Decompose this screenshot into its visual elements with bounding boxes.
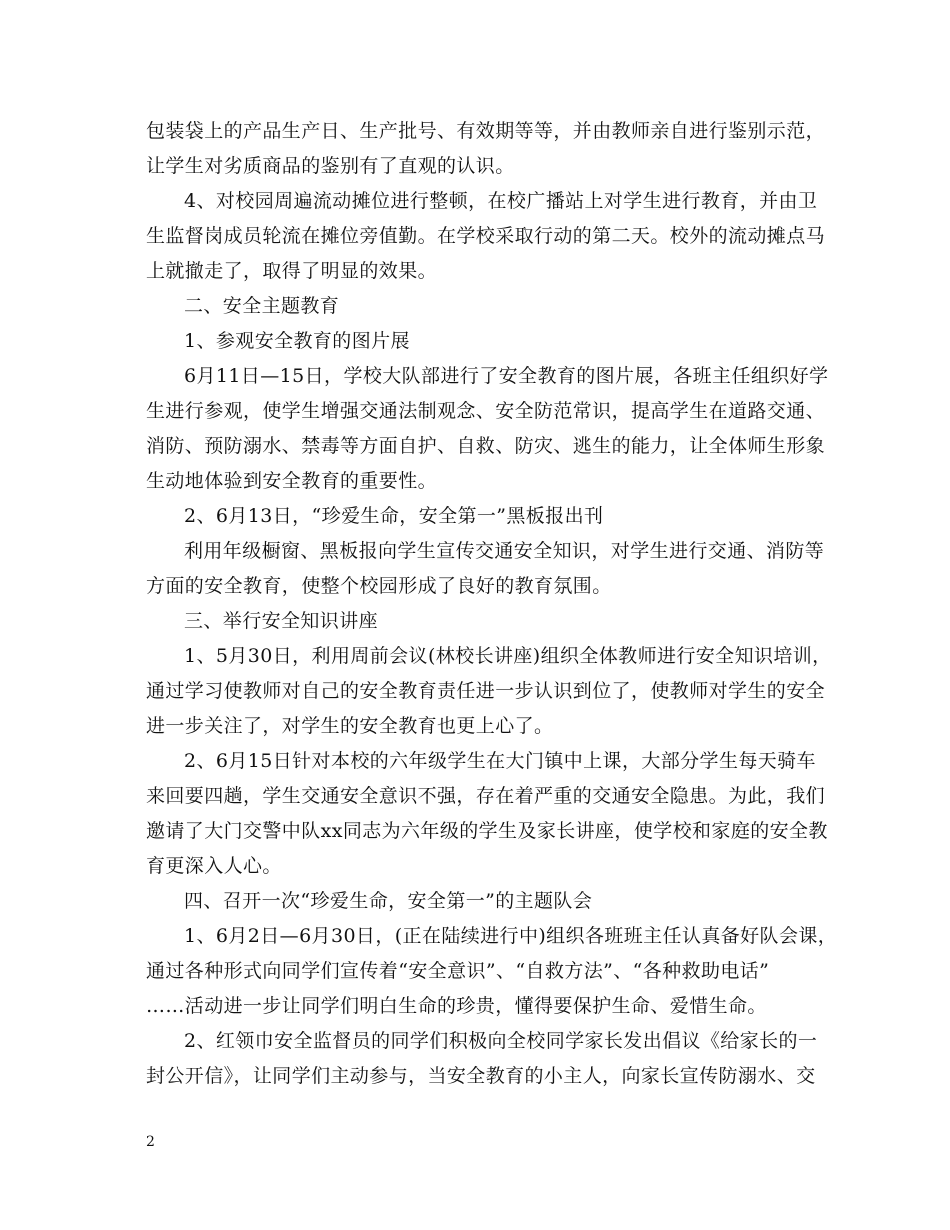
text-line: 6月11日—15日，学校大队部进行了安全教育的图片展，各班主任组织好学 <box>184 365 829 387</box>
text-line: 邀请了大门交警中队xx同志为六年级的学生及家长讲座，使学校和家庭的安全教 <box>146 820 828 842</box>
text-line: 利用年级橱窗、黑板报向学生宣传交通安全知识，对学生进行交通、消防等 <box>184 540 825 562</box>
text-line: 通过各种形式向同学们宣传着“安全意识”、“自救方法”、“各种救助电话” <box>146 960 770 982</box>
text-line: 进一步关注了，对学生的安全教育也更上心了。 <box>146 715 554 737</box>
text-line: 1、6月2日—6月30日，(正在陆续进行中)组织各班班主任认真备好队会课， <box>184 925 838 947</box>
text-line: ……活动进一步让同学们明白生命的珍贵，懂得要保护生命、爱惜生命。 <box>146 995 767 1017</box>
text-line: 让学生对劣质商品的鉴别有了直观的认识。 <box>146 155 515 177</box>
section-heading: 二、安全主题教育 <box>184 295 340 317</box>
text-line: 1、5月30日，利用周前会议(林校长讲座)组织全体教师进行安全知识培训， <box>184 645 832 667</box>
text-line: 生进行参观，使学生增强交通法制观念、安全防范常识，提高学生在道路交通、 <box>146 400 826 422</box>
text-line: 育更深入人心。 <box>146 855 282 877</box>
text-line: 封公开信》，让同学们主动参与，当安全教育的小主人，向家长宣传防溺水、交 <box>146 1065 816 1087</box>
text-line: 方面的安全教育，使整个校园形成了良好的教育氛围。 <box>146 575 612 597</box>
text-line: 2、红领巾安全监督员的同学们积极向全校同学家长发出倡议《给家长的一 <box>184 1030 818 1052</box>
text-line: 包装袋上的产品生产日、生产批号、有效期等等，并由教师亲自进行鉴别示范， <box>146 120 826 142</box>
text-line: 2、6月15日针对本校的六年级学生在大门镇中上课，大部分学生每天骑车 <box>184 750 816 772</box>
subsection-heading: 2、6月13日，“珍爱生命，安全第一”黑板报出刊 <box>184 505 604 527</box>
text-line: 消防、预防溺水、禁毒等方面自护、自救、防灾、逃生的能力，让全体师生形象 <box>146 435 826 457</box>
text-line: 上就撤走了，取得了明显的效果。 <box>146 260 438 282</box>
text-line: 通过学习使教师对自己的安全教育责任进一步认识到位了，使教师对学生的安全 <box>146 680 826 702</box>
text-line: 来回要四趟，学生交通安全意识不强，存在着严重的交通安全隐患。为此，我们 <box>146 785 826 807</box>
subsection-heading: 1、参观安全教育的图片展 <box>184 330 410 352</box>
section-heading: 四、召开一次“珍爱生命，安全第一”的主题队会 <box>184 890 593 912</box>
text-line: 4、对校园周遍流动摊位进行整顿，在校广播站上对学生进行教育，并由卫 <box>184 190 818 212</box>
text-line: 生动地体验到安全教育的重要性。 <box>146 470 438 492</box>
page-number: 2 <box>146 1134 155 1150</box>
section-heading: 三、举行安全知识讲座 <box>184 610 379 632</box>
text-line: 生监督岗成员轮流在摊位旁值勤。在学校采取行动的第二天。校外的流动摊点马 <box>146 225 826 247</box>
